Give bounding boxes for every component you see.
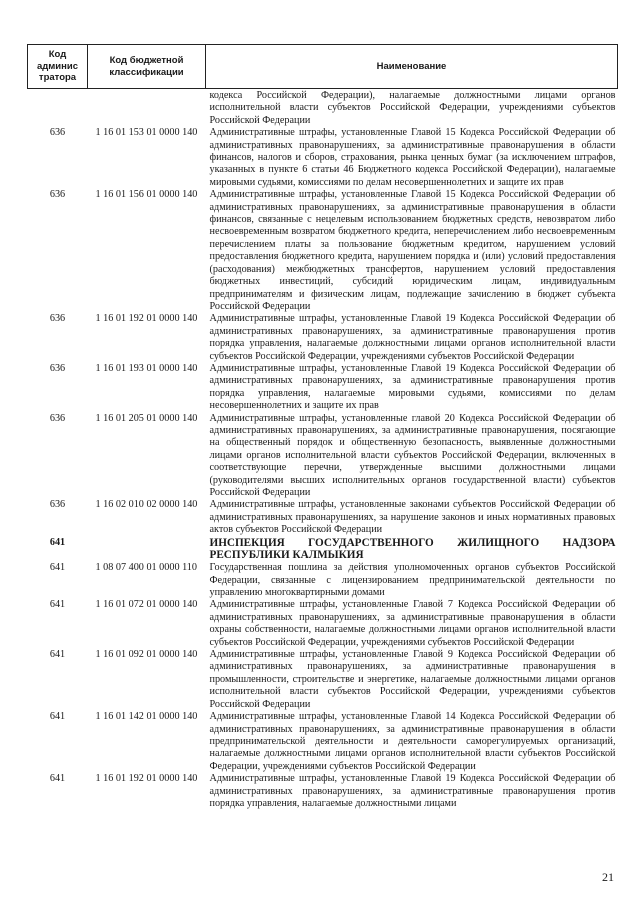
table-row <box>28 313 618 363</box>
name-cell: Административные штрафы, установленные Главой 19 Кодекса Российской Федерации об административных правонарушениях, за административные правонарушения против порядка управления, налагаемые должностными лицами <box>209 773 616 809</box>
admin-code-cell: 636 <box>49 412 66 424</box>
admin-code-cell: 641 <box>49 711 66 723</box>
admin-code-cell: 641 <box>49 773 66 785</box>
budget-code-cell: 1 16 02 010 02 0000 140 <box>95 499 198 511</box>
budget-code-cell <box>88 537 206 563</box>
page-number: 21 <box>602 870 614 884</box>
table-header-row <box>28 45 618 89</box>
header-name: Наименование <box>206 45 618 89</box>
budget-code-cell: 1 16 01 156 01 0000 140 <box>95 189 198 201</box>
admin-code-cell: 636 <box>49 127 66 139</box>
budget-codes-table <box>27 44 618 810</box>
table-row <box>28 89 618 128</box>
budget-code-cell: 1 16 01 192 01 0000 140 <box>95 313 198 325</box>
name-cell: Административные штрафы, установленные Главой 15 Кодекса Российской Федерации об административных правонарушениях, за административные правонарушения в области финансов, налогов и сборов, страхования, рынка ценных бумаг (за исключением штрафов, указанных в пункте 6 статьи 46 Бюджетного кодекса Российской Федерации), налагаемые мировыми судьями, комиссиями по делам несовершеннолетних и защите их прав <box>209 127 616 188</box>
admin-code-cell: 636 <box>49 313 66 325</box>
table-row <box>28 413 618 500</box>
name-cell: Административные штрафы, установленные Главой 7 Кодекса Российской Федерации об административных правонарушениях, за административные правонарушения в области охраны собственности, налагаемые должностными лицами органов исполнительной власти субъектов Российской Федерации, учреждениями субъектов Российской Федерации <box>209 599 616 648</box>
name-cell: Административные штрафы, установленные Главой 15 Кодекса Российской Федерации об административных правонарушениях, за административные правонарушения в области финансов, связанные с нецелевым использованием бюджетных средств, невозвратом либо несвоевременным возвратом бюджетного кредита, неперечислением либо несвоевременным перечислением платы за пользование бюджетным кредитом, нарушением условий предоставления бюджетного кредита, нарушением порядка и (или) условий предоставления (расходования) межбюджетных трансфертов, нарушением условий предоставления бюджетных инвестиций, субсидий юридическим лицам, индивидуальным предпринимателям и физическим лицам, подлежащие зачислению в бюджет субъекта Российской Федерации <box>209 189 616 312</box>
name-cell: Административные штрафы, установленные Главой 9 Кодекса Российской Федерации об административных правонарушениях, за административные правонарушения в промышленности, строительстве и энергетике, налагаемые должностными лицами органов исполнительной власти субъектов Российской Федерации, учреждениями субъектов Российской Федерации <box>209 649 616 710</box>
admin-code-cell: 636 <box>49 499 66 511</box>
table-row <box>28 711 618 773</box>
name-cell: ИНСПЕКЦИЯ ГОСУДАРСТВЕННОГО ЖИЛИЩНОГО НАДЗОРА РЕСПУБЛИКИ КАЛМЫКИЯ <box>209 536 616 562</box>
table-row <box>28 499 618 536</box>
name-cell: Государственная пошлина за действия уполномоченных органов субъектов Российской Федерации, связанные с лицензированием предпринимательской деятельности по управлению многоквартирными домами <box>209 562 616 599</box>
budget-code-cell: 1 08 07 400 01 0000 110 <box>95 562 197 574</box>
budget-code-cell: 1 16 01 192 01 0000 140 <box>95 773 198 785</box>
table-row <box>28 773 618 810</box>
table-body <box>28 89 618 811</box>
header-admin-code: Код админис тратора <box>28 45 88 89</box>
section-heading-row <box>28 537 618 563</box>
name-cell: Административные штрафы, установленные Главой 19 Кодекса Российской Федерации об административных правонарушениях, за административные правонарушения против порядка управления, налагаемые должностными лицами органов исполнительной власти субъектов Российской Федерации, учреждениями субъектов Российской Федерации <box>209 313 616 362</box>
admin-code-cell <box>28 89 88 128</box>
budget-code-cell: 1 16 01 153 01 0000 140 <box>95 127 198 139</box>
table-row <box>28 127 618 189</box>
table-row <box>28 649 618 711</box>
budget-code-cell: 1 16 01 205 01 0000 140 <box>95 412 198 424</box>
admin-code-cell: 641 <box>49 599 66 611</box>
name-cell: Административные штрафы, установленные Главой 14 Кодекса Российской Федерации об административных правонарушениях, за административные правонарушения в области предпринимательской деятельности и деятельности саморегулируемых организаций, налагаемые должностными лицами органов исполнительной власти субъектов Российской Федерации, учреждениями субъектов Российской Федерации <box>209 711 616 772</box>
document-page <box>27 44 617 810</box>
name-cell: Административные штрафы, установленные Главой 19 Кодекса Российской Федерации об административных правонарушениях, за административные правонарушения против порядка управления, налагаемые мировыми судьями, комиссиями по делам несовершеннолетних и защите их прав <box>209 362 616 412</box>
name-cell: Административные штрафы, установленные законами субъектов Российской Федерации об административных правонарушениях, за нарушение законов и иных нормативных правовых актов субъектов Российской Федерации <box>209 499 616 536</box>
budget-code-cell: 1 16 01 142 01 0000 140 <box>95 711 198 723</box>
table-row <box>28 599 618 649</box>
header-budget-code: Код бюджетной классификации <box>88 45 206 89</box>
table-row <box>28 562 618 599</box>
budget-code-cell: 1 16 01 092 01 0000 140 <box>95 649 198 661</box>
budget-code-cell: 1 16 01 072 01 0000 140 <box>95 599 198 611</box>
admin-code-cell: 636 <box>49 362 66 374</box>
budget-code-cell: 1 16 01 193 01 0000 140 <box>95 362 198 374</box>
admin-code-cell: 636 <box>49 189 66 201</box>
admin-code-cell: 641 <box>49 649 66 661</box>
admin-code-cell: 641 <box>49 562 66 574</box>
name-cell: кодекса Российской Федерации), налагаемые должностными лицами органов исполнительной власти субъектов Российской Федерации, учреждениями субъектов Российской Федерации <box>209 90 616 126</box>
budget-code-cell <box>88 89 206 128</box>
table-row <box>28 363 618 413</box>
name-cell: Административные штрафы, установленные главой 20 Кодекса Российской Федерации об административных правонарушениях, за административные правонарушения, посягающие на общественный порядок и общественную безопасность, выявленные должностными лицами органов исполнительной власти субъектов Российской Федерации, включенных в соответствующие перечни, утвержденные высшими должностными лицами (руководителями высших исполнительных органов государственной власти) субъектов Российской Федерации <box>209 412 616 498</box>
table-row <box>28 189 618 313</box>
admin-code-cell: 641 <box>49 536 66 548</box>
